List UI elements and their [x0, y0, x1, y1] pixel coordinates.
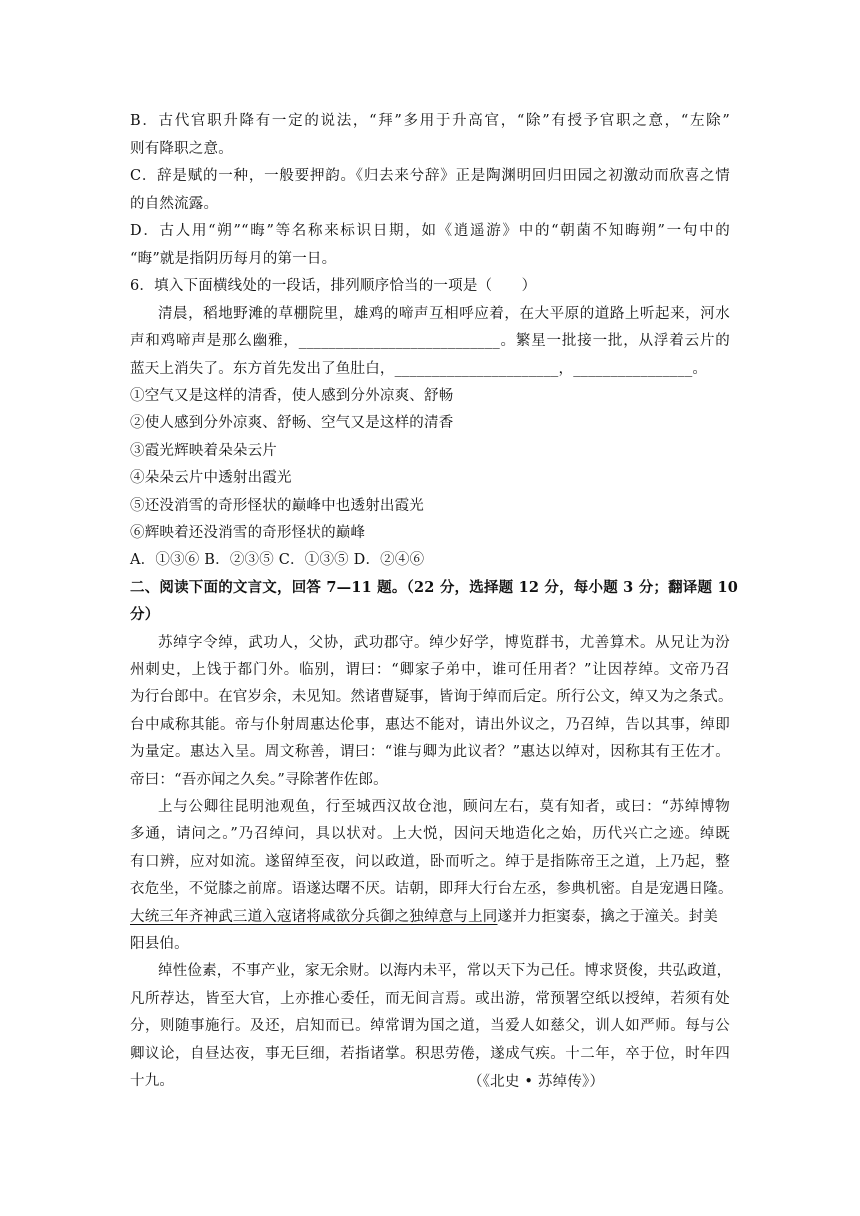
passage-p1-line1: 苏绰字令绰，武功人，父协，武功郡守。绰少好学，博览群书，尤善算术。从兄让为汾 [158, 635, 730, 651]
passage-p1-line6: 帝曰：“吾亦闻之久矣。”寻除著作佐郎。 [130, 772, 388, 788]
passage-p2-line2: 多通，请问之。”乃召绰问，具以状对。上大悦，因问天地造化之始，历代兴亡之迹。绰既 [130, 826, 730, 842]
q6-passage-line1: 清晨，稻地野滩的草棚院里，雄鸡的啼声互相呼应着，在大平原的道路上听起来，河水 [158, 306, 730, 322]
q6-passage-line3: 蓝天上消失了。东方首先发出了鱼肚白，______________________，________________。 [130, 361, 708, 377]
passage-p3-line4: 卿议论，自昼达夜，事无巨细，若指诸掌。积思劳倦，遂成气疾。十二年，卒于位，时年四 [130, 1046, 730, 1062]
passage-p1-line4: 台中咸称其能。帝与仆射周惠达伦事，惠达不能对，请出外议之，乃召绰，告以其事，绰即 [130, 717, 730, 733]
passage-p3-line2: 凡所荐达，皆至大官，上亦推心委任，而无间言焉。或出游，常预署空纸以授绰，若须有处 [130, 991, 730, 1007]
passage-p2-line5 [130, 908, 730, 926]
q6-item-1: ①空气又是这样的清香，使人感到分外凉爽、舒畅 [130, 388, 454, 404]
option-c-line2: 的自然流露。 [130, 196, 219, 212]
q6-item-6: ⑥辉映着还没消雪的奇形怪状的巅峰 [130, 525, 366, 541]
passage-p2-line4: 衣危坐，不觉膝之前席。语遂达曙不厌。诘朝，即拜大行台左丞，参典机密。自是宠遇日隆。 [130, 881, 733, 897]
passage-p1-line3: 为行台郎中。在官岁余，未见知。然诸曹疑事，皆询于绰而后定。所行公文，绰又为之条式。 [130, 689, 733, 705]
translation-underlined-sentence: 大统三年齐神武三道入寇诸将咸欲分兵御之独绰意与上同 [130, 909, 498, 925]
passage-p3-line1: 绰性俭素，不事产业，家无余财。以海内未平，常以天下为己任。博求贤俊，共弘政道， [158, 963, 732, 979]
passage-p3-line5: 十九。 [130, 1073, 175, 1089]
option-c-line1: C．辞是赋的一种，一般要押韵。《归去来兮辞》正是陶渊明回归田园之初激动而欣喜之情 [130, 168, 730, 184]
section-2-heading-line2: 分） [130, 606, 160, 623]
q6-item-3: ③霞光辉映着朵朵云片 [130, 443, 277, 459]
option-b-line2: 则有降职之意。 [130, 141, 233, 157]
passage-p2-line6: 阳县伯。 [130, 936, 189, 952]
option-d-line1: D．古人用“朔”“晦”等名称来标识日期，如《逍遥游》中的“朝菌不知晦朔”一句中的 [130, 223, 730, 239]
q6-item-4: ④朵朵云片中透射出霞光 [130, 470, 292, 486]
passage-p1-line2: 州刺史，上饯于都门外。临别，谓曰：“卿家子弟中，谁可任用者？”让因荐绰。文帝乃召 [130, 662, 730, 678]
question-6-stem: 6．填入下面横线处的一段话，排列顺序恰当的一项是（ ） [130, 278, 537, 294]
q6-item-2: ②使人感到分外凉爽、舒畅、空气又是这样的清香 [130, 415, 454, 431]
passage-p1-line5: 为量定。惠达入呈。周文称善，谓曰：“谁与卿为此议者？”惠达以绰对，因称其有王佐才。 [130, 744, 730, 760]
q6-passage-line2: 声和鸡啼声是那么幽雅，___________________________。繁星一批接一批，从浮着云片的 [130, 333, 730, 349]
option-d-line2: “晦”就是指阴历每月的第一日。 [130, 251, 337, 267]
passage-p2-line5-rest: 遂并力拒窦泰，擒之于潼关。封美 [497, 909, 718, 925]
q6-item-5: ⑤还没消雪的奇形怪状的巅峰中也透射出霞光 [130, 498, 424, 514]
passage-source-citation: （《北史 • 苏绰传》） [468, 1074, 605, 1090]
passage-p2-line3: 有口辨，应对如流。遂留绰至夜，问以政道，卧而听之。绰于是指陈帝王之道，上乃起，整 [130, 854, 730, 870]
q6-answer-choices: A．①③⑥ B．②③⑤ C．①③⑤ D．②④⑥ [130, 552, 425, 568]
passage-p3-line3: 分，则随事施行。及还，启知而已。绰常谓为国之道，当爱人如慈父，训人如严师。每与公 [130, 1018, 730, 1034]
section-2-heading-line1: 二、阅读下面的文言文，回答 7—11 题。（22 分，选择题 12 分，每小题 3 分；翻译题 10 [130, 579, 739, 596]
passage-p2-line1: 上与公卿往昆明池观鱼，行至城西汉故仓池，顾问左右，莫有知者，或曰：“苏绰博物 [158, 799, 730, 815]
option-b-line1: B．古代官职升降有一定的说法，“拜”多用于升高官，“除”有授予官职之意，“左除” [130, 113, 730, 129]
